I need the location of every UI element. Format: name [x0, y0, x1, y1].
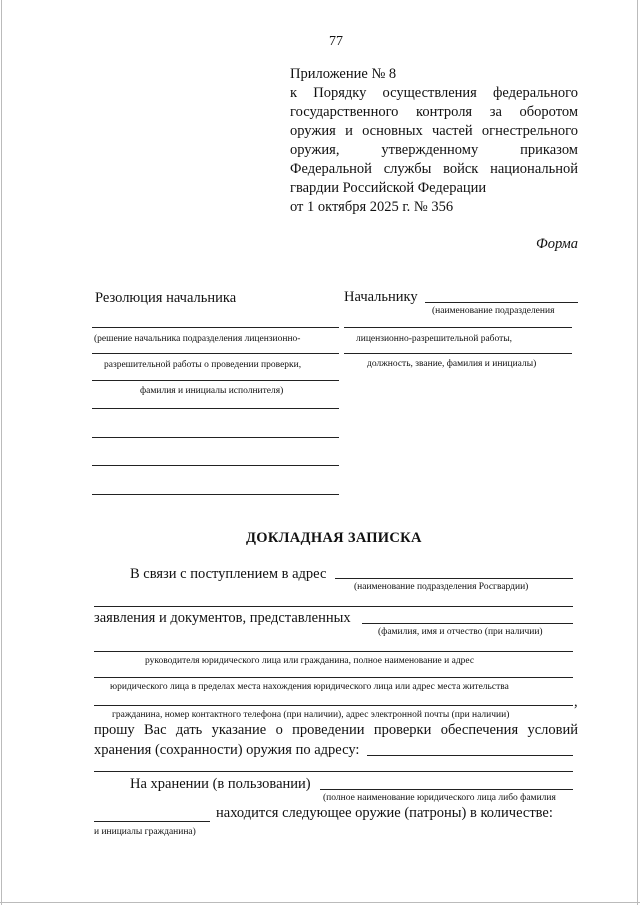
addressee-hint-3: должность, звание, фамилия и инициалы) — [367, 359, 537, 369]
page-number: 77 — [329, 34, 343, 49]
word: о — [275, 722, 283, 738]
page-edge-bottom — [0, 902, 640, 903]
page-edge-left — [1, 0, 2, 905]
resolution-heading: Резолюция начальника — [95, 290, 237, 306]
addressee-hint-2: лицензионно-разрешительной работы, — [356, 334, 513, 344]
appendix-line-4 — [290, 123, 578, 140]
addressee-line-2[interactable] — [344, 327, 572, 328]
word: и — [345, 123, 353, 139]
word: указание — [211, 722, 267, 738]
appendix-line-6 — [290, 161, 578, 178]
word: службы — [383, 161, 432, 177]
body-p6: находится следующее оружие (патроны) в количестве: — [216, 805, 553, 821]
hint-head: руководителя юридического лица или гражданина, полное наименование и адрес — [145, 656, 475, 666]
word: дать — [175, 722, 203, 738]
word: оружия, — [290, 142, 340, 158]
word: к — [290, 85, 298, 101]
form-label: Форма — [536, 236, 578, 252]
rosgvardia-unit-line[interactable] — [335, 578, 573, 579]
page-edge-right — [637, 0, 638, 905]
word: огнестрельного — [481, 123, 578, 139]
storage-holder-line[interactable] — [320, 789, 573, 790]
word: войск — [443, 161, 479, 177]
word: частей — [431, 123, 473, 139]
applicant-line-2[interactable] — [94, 651, 573, 652]
hint-initials: и инициалы гражданина) — [94, 827, 196, 837]
addressee-heading: Начальнику — [344, 289, 418, 305]
applicant-fio-line[interactable] — [362, 623, 573, 624]
word: прошу — [94, 722, 135, 738]
resolution-hint-3: фамилия и инициалы исполнителя) — [140, 386, 284, 396]
resolution-line-4[interactable] — [92, 408, 339, 409]
word: проверки — [373, 722, 432, 738]
holder-initials-line[interactable] — [94, 821, 210, 822]
word: оружия — [290, 123, 336, 139]
appendix-title: Приложение № 8 — [290, 66, 397, 82]
resolution-line-1[interactable] — [92, 327, 339, 328]
appendix-line-5 — [290, 142, 578, 159]
word: приказом — [520, 142, 578, 158]
body-p5: На хранении (в пользовании) — [130, 776, 311, 792]
resolution-line-3[interactable] — [92, 380, 339, 381]
word: федерального — [493, 85, 578, 101]
word: Федеральной — [290, 161, 372, 177]
hint-legal: юридического лица в пределах места нахождения юридического лица или адрес места жительства — [110, 682, 509, 692]
applicant-line-4[interactable] — [94, 705, 573, 706]
addressee-line-3[interactable] — [344, 353, 572, 354]
body-p1-start: В связи с поступлением в адрес — [130, 566, 327, 582]
body-p2: заявления и документов, представленных — [94, 610, 351, 626]
word: условий — [527, 722, 578, 738]
word: Вас — [144, 722, 167, 738]
appendix-order: от 1 октября 2025 г. № 356 — [290, 199, 454, 215]
resolution-hint-2: разрешительной работы о проведении проверки, — [104, 360, 302, 370]
word: основных — [362, 123, 423, 139]
word: национальной — [490, 161, 578, 177]
word: за — [489, 104, 502, 120]
hint-fio: (фамилия, имя и отчество (при наличии) — [378, 627, 543, 637]
resolution-line-5[interactable] — [92, 437, 339, 438]
word: контроля — [416, 104, 473, 120]
hint-storage: (полное наименование юридического лица либо фамилия — [323, 793, 556, 803]
addressee-line-1[interactable] — [425, 302, 578, 303]
comma: , — [574, 694, 578, 710]
appendix-line-2 — [290, 85, 578, 102]
word: утвержденному — [381, 142, 479, 158]
word: проведении — [292, 722, 365, 738]
hint-citizen: гражданина, номер контактного телефона (при наличии), адрес электронной почты (при наличии) — [112, 710, 510, 720]
body-p4: хранения (сохранности) оружия по адресу: — [94, 742, 360, 758]
hint-rosgvardia: (наименование подразделения Росгвардии) — [354, 582, 529, 592]
resolution-hint-1: (решение начальника подразделения лицензионно- — [94, 334, 301, 344]
storage-address-line[interactable] — [367, 755, 573, 756]
appendix-line-7: гвардии Российской Федерации — [290, 180, 487, 196]
addressee-hint-1: (наименование подразделения — [432, 306, 555, 316]
document-title: ДОКЛАДНАЯ ЗАПИСКА — [246, 530, 422, 546]
appendix-line-3 — [290, 104, 578, 121]
body-p3 — [94, 722, 578, 739]
word: Порядку — [313, 85, 367, 101]
word: осуществления — [382, 85, 477, 101]
resolution-line-2[interactable] — [92, 353, 339, 354]
resolution-line-6[interactable] — [92, 465, 339, 466]
word: оборотом — [519, 104, 578, 120]
word: обеспечения — [440, 722, 519, 738]
word: государственного — [290, 104, 399, 120]
storage-address-line-2[interactable] — [94, 771, 573, 772]
applicant-line-3[interactable] — [94, 677, 573, 678]
resolution-line-7[interactable] — [92, 494, 339, 495]
rosgvardia-unit-line-2[interactable] — [94, 606, 573, 607]
